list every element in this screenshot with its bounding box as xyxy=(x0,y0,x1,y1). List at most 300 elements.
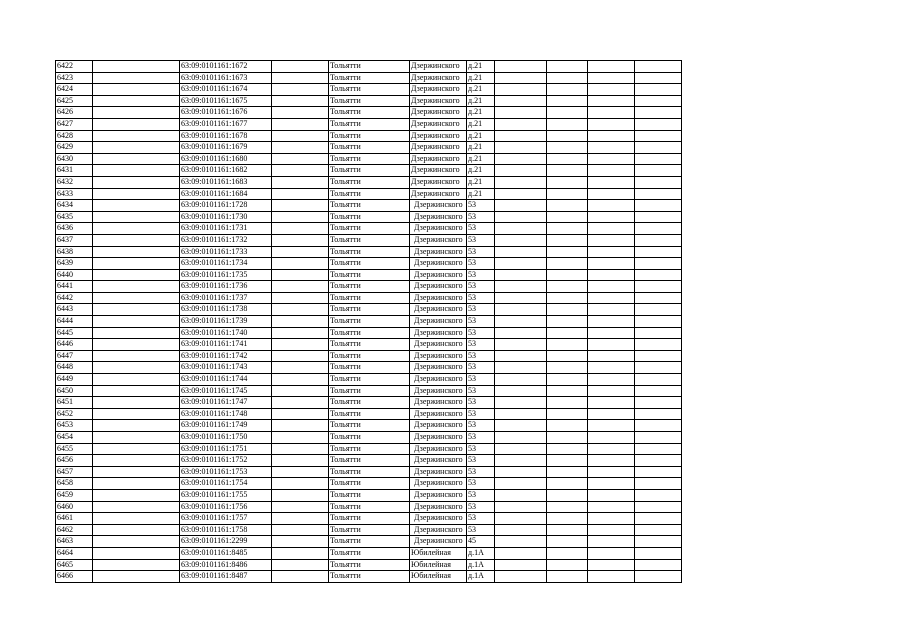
empty-cell xyxy=(635,142,682,154)
cad-cell: 63:09:0101161:1674 xyxy=(180,84,272,96)
empty-cell xyxy=(272,489,329,501)
house-cell: 53 xyxy=(467,327,495,339)
empty-cell xyxy=(588,327,635,339)
empty-cell xyxy=(635,327,682,339)
empty-cell xyxy=(272,118,329,130)
house-cell: 53 xyxy=(467,478,495,490)
empty-cell xyxy=(635,350,682,362)
empty-cell xyxy=(495,397,547,409)
empty-cell xyxy=(635,316,682,328)
empty-cell xyxy=(93,281,180,293)
house-cell: 53 xyxy=(467,489,495,501)
empty-cell xyxy=(635,165,682,177)
empty-cell xyxy=(495,513,547,525)
num-cell: 6437 xyxy=(56,234,93,246)
empty-cell xyxy=(635,246,682,258)
num-cell: 6433 xyxy=(56,188,93,200)
empty-cell xyxy=(272,246,329,258)
num-cell: 6443 xyxy=(56,304,93,316)
empty-cell xyxy=(588,107,635,119)
empty-cell xyxy=(93,536,180,548)
cad-cell: 63:09:0101161:8485 xyxy=(180,547,272,559)
empty-cell xyxy=(495,142,547,154)
empty-cell xyxy=(495,200,547,212)
empty-cell xyxy=(272,188,329,200)
empty-cell xyxy=(93,501,180,513)
empty-cell xyxy=(93,188,180,200)
house-cell: 53 xyxy=(467,385,495,397)
empty-cell xyxy=(495,374,547,386)
empty-cell xyxy=(588,571,635,583)
empty-cell xyxy=(93,339,180,351)
city-cell: Тольятти xyxy=(329,223,410,235)
empty-cell xyxy=(495,130,547,142)
empty-cell xyxy=(93,559,180,571)
empty-cell xyxy=(635,84,682,96)
empty-cell xyxy=(93,200,180,212)
num-cell: 6428 xyxy=(56,130,93,142)
num-cell: 6442 xyxy=(56,292,93,304)
city-cell: Тольятти xyxy=(329,292,410,304)
city-cell: Тольятти xyxy=(329,188,410,200)
empty-cell xyxy=(547,559,588,571)
empty-cell xyxy=(272,316,329,328)
empty-cell xyxy=(495,234,547,246)
empty-cell xyxy=(93,443,180,455)
empty-cell xyxy=(495,362,547,374)
num-cell: 6465 xyxy=(56,559,93,571)
empty-cell xyxy=(93,223,180,235)
num-cell: 6427 xyxy=(56,118,93,130)
empty-cell xyxy=(547,107,588,119)
street-cell: Дзержинского xyxy=(410,420,467,432)
empty-cell xyxy=(635,72,682,84)
empty-cell xyxy=(588,547,635,559)
city-cell: Тольятти xyxy=(329,258,410,270)
empty-cell xyxy=(272,292,329,304)
city-cell: Тольятти xyxy=(329,281,410,293)
city-cell: Тольятти xyxy=(329,153,410,165)
cad-cell: 63:09:0101161:1755 xyxy=(180,489,272,501)
empty-cell xyxy=(588,281,635,293)
house-cell: д.21 xyxy=(467,118,495,130)
empty-cell xyxy=(93,524,180,536)
empty-cell xyxy=(93,420,180,432)
empty-cell xyxy=(547,513,588,525)
empty-cell xyxy=(588,234,635,246)
cad-cell: 63:09:0101161:1753 xyxy=(180,466,272,478)
table-row xyxy=(56,258,682,270)
cad-cell: 63:09:0101161:1676 xyxy=(180,107,272,119)
house-cell: д.21 xyxy=(467,176,495,188)
house-cell: д.21 xyxy=(467,61,495,73)
empty-cell xyxy=(272,478,329,490)
empty-cell xyxy=(272,350,329,362)
table-row xyxy=(56,350,682,362)
street-cell: Дзержинского xyxy=(410,478,467,490)
empty-cell xyxy=(547,142,588,154)
empty-cell xyxy=(93,234,180,246)
empty-cell xyxy=(93,61,180,73)
table-row xyxy=(56,547,682,559)
empty-cell xyxy=(93,176,180,188)
empty-cell xyxy=(495,350,547,362)
empty-cell xyxy=(635,211,682,223)
cad-cell: 63:09:0101161:1747 xyxy=(180,397,272,409)
house-cell: д.21 xyxy=(467,84,495,96)
house-cell: 53 xyxy=(467,200,495,212)
empty-cell xyxy=(272,304,329,316)
empty-cell xyxy=(588,432,635,444)
num-cell: 6430 xyxy=(56,153,93,165)
empty-cell xyxy=(588,72,635,84)
cad-cell: 63:09:0101161:1740 xyxy=(180,327,272,339)
empty-cell xyxy=(588,142,635,154)
num-cell: 6466 xyxy=(56,571,93,583)
num-cell: 6439 xyxy=(56,258,93,270)
empty-cell xyxy=(547,188,588,200)
house-cell: 53 xyxy=(467,281,495,293)
empty-cell xyxy=(495,524,547,536)
street-cell: Дзержинского xyxy=(410,153,467,165)
empty-cell xyxy=(272,211,329,223)
empty-cell xyxy=(93,478,180,490)
table-row xyxy=(56,536,682,548)
empty-cell xyxy=(93,466,180,478)
city-cell: Тольятти xyxy=(329,374,410,386)
empty-cell xyxy=(495,223,547,235)
empty-cell xyxy=(588,304,635,316)
street-cell: Дзержинского xyxy=(410,374,467,386)
city-cell: Тольятти xyxy=(329,130,410,142)
empty-cell xyxy=(635,153,682,165)
cad-cell: 63:09:0101161:1735 xyxy=(180,269,272,281)
num-cell: 6424 xyxy=(56,84,93,96)
house-cell: 53 xyxy=(467,420,495,432)
empty-cell xyxy=(588,61,635,73)
empty-cell xyxy=(588,95,635,107)
house-cell: 53 xyxy=(467,316,495,328)
empty-cell xyxy=(635,443,682,455)
city-cell: Тольятти xyxy=(329,211,410,223)
cad-cell: 63:09:0101161:1684 xyxy=(180,188,272,200)
num-cell: 6438 xyxy=(56,246,93,258)
street-cell: Дзержинского xyxy=(410,234,467,246)
empty-cell xyxy=(272,153,329,165)
empty-cell xyxy=(93,118,180,130)
street-cell: Дзержинского xyxy=(410,339,467,351)
house-cell: д.21 xyxy=(467,142,495,154)
empty-cell xyxy=(93,72,180,84)
house-cell: 53 xyxy=(467,443,495,455)
cad-cell: 63:09:0101161:1745 xyxy=(180,385,272,397)
street-cell: Дзержинского xyxy=(410,142,467,154)
table-row xyxy=(56,397,682,409)
empty-cell xyxy=(93,211,180,223)
cad-cell: 63:09:0101161:1736 xyxy=(180,281,272,293)
table-row xyxy=(56,327,682,339)
empty-cell xyxy=(495,269,547,281)
empty-cell xyxy=(272,281,329,293)
empty-cell xyxy=(93,165,180,177)
num-cell: 6441 xyxy=(56,281,93,293)
street-cell: Дзержинского xyxy=(410,107,467,119)
table-row xyxy=(56,374,682,386)
house-cell: 45 xyxy=(467,536,495,548)
empty-cell xyxy=(547,478,588,490)
empty-cell xyxy=(547,571,588,583)
empty-cell xyxy=(272,234,329,246)
empty-cell xyxy=(93,153,180,165)
empty-cell xyxy=(547,95,588,107)
house-cell: д.21 xyxy=(467,153,495,165)
cad-cell: 63:09:0101161:1675 xyxy=(180,95,272,107)
empty-cell xyxy=(588,536,635,548)
empty-cell xyxy=(495,107,547,119)
empty-cell xyxy=(547,281,588,293)
street-cell: Дзержинского xyxy=(410,489,467,501)
empty-cell xyxy=(588,211,635,223)
house-cell: д.1А xyxy=(467,547,495,559)
num-cell: 6435 xyxy=(56,211,93,223)
empty-cell xyxy=(547,327,588,339)
empty-cell xyxy=(588,246,635,258)
street-cell: Дзержинского xyxy=(410,362,467,374)
street-cell: Дзержинского xyxy=(410,165,467,177)
empty-cell xyxy=(547,304,588,316)
table-row xyxy=(56,432,682,444)
empty-cell xyxy=(635,420,682,432)
empty-cell xyxy=(547,385,588,397)
city-cell: Тольятти xyxy=(329,420,410,432)
city-cell: Тольятти xyxy=(329,95,410,107)
empty-cell xyxy=(635,455,682,467)
empty-cell xyxy=(93,246,180,258)
house-cell: 53 xyxy=(467,211,495,223)
street-cell: Дзержинского xyxy=(410,408,467,420)
empty-cell xyxy=(635,269,682,281)
num-cell: 6455 xyxy=(56,443,93,455)
empty-cell xyxy=(588,443,635,455)
table-row xyxy=(56,188,682,200)
cad-cell: 63:09:0101161:1733 xyxy=(180,246,272,258)
cad-cell: 63:09:0101161:1738 xyxy=(180,304,272,316)
empty-cell xyxy=(495,478,547,490)
empty-cell xyxy=(635,524,682,536)
empty-cell xyxy=(635,489,682,501)
house-cell: 53 xyxy=(467,223,495,235)
street-cell: Дзержинского xyxy=(410,258,467,270)
table-row xyxy=(56,61,682,73)
table-row xyxy=(56,72,682,84)
empty-cell xyxy=(272,84,329,96)
street-cell: Дзержинского xyxy=(410,432,467,444)
city-cell: Тольятти xyxy=(329,176,410,188)
house-cell: 53 xyxy=(467,408,495,420)
empty-cell xyxy=(272,443,329,455)
table-row xyxy=(56,524,682,536)
cad-cell: 63:09:0101161:1682 xyxy=(180,165,272,177)
empty-cell xyxy=(495,408,547,420)
house-cell: 53 xyxy=(467,269,495,281)
num-cell: 6459 xyxy=(56,489,93,501)
street-cell: Дзержинского xyxy=(410,466,467,478)
house-cell: 53 xyxy=(467,292,495,304)
table-row xyxy=(56,489,682,501)
empty-cell xyxy=(547,165,588,177)
empty-cell xyxy=(547,72,588,84)
empty-cell xyxy=(588,339,635,351)
street-cell: Дзержинского xyxy=(410,292,467,304)
house-cell: 53 xyxy=(467,350,495,362)
city-cell: Тольятти xyxy=(329,327,410,339)
empty-cell xyxy=(547,258,588,270)
empty-cell xyxy=(272,339,329,351)
empty-cell xyxy=(272,95,329,107)
empty-cell xyxy=(635,559,682,571)
street-cell: Дзержинского xyxy=(410,304,467,316)
house-cell: 53 xyxy=(467,362,495,374)
empty-cell xyxy=(272,269,329,281)
empty-cell xyxy=(272,432,329,444)
house-cell: 53 xyxy=(467,234,495,246)
num-cell: 6461 xyxy=(56,513,93,525)
empty-cell xyxy=(93,397,180,409)
table-row xyxy=(56,385,682,397)
empty-cell xyxy=(547,466,588,478)
table-row xyxy=(56,153,682,165)
empty-cell xyxy=(547,84,588,96)
empty-cell xyxy=(547,176,588,188)
cad-cell: 63:09:0101161:1673 xyxy=(180,72,272,84)
num-cell: 6464 xyxy=(56,547,93,559)
empty-cell xyxy=(635,408,682,420)
empty-cell xyxy=(547,489,588,501)
empty-cell xyxy=(588,466,635,478)
empty-cell xyxy=(93,455,180,467)
house-cell: 53 xyxy=(467,258,495,270)
city-cell: Тольятти xyxy=(329,524,410,536)
empty-cell xyxy=(272,571,329,583)
cad-cell: 63:09:0101161:1750 xyxy=(180,432,272,444)
cad-cell: 63:09:0101161:8487 xyxy=(180,571,272,583)
table-row xyxy=(56,281,682,293)
empty-cell xyxy=(547,316,588,328)
street-cell: Дзержинского xyxy=(410,397,467,409)
empty-cell xyxy=(588,200,635,212)
empty-cell xyxy=(635,478,682,490)
cad-cell: 63:09:0101161:1680 xyxy=(180,153,272,165)
street-cell: Дзержинского xyxy=(410,176,467,188)
num-cell: 6440 xyxy=(56,269,93,281)
cad-cell: 63:09:0101161:1741 xyxy=(180,339,272,351)
street-cell: Дзержинского xyxy=(410,95,467,107)
num-cell: 6431 xyxy=(56,165,93,177)
cad-cell: 63:09:0101161:1734 xyxy=(180,258,272,270)
table-row xyxy=(56,223,682,235)
empty-cell xyxy=(93,547,180,559)
empty-cell xyxy=(547,420,588,432)
house-cell: д.1А xyxy=(467,559,495,571)
empty-cell xyxy=(588,385,635,397)
city-cell: Тольятти xyxy=(329,84,410,96)
street-cell: Дзержинского xyxy=(410,455,467,467)
empty-cell xyxy=(547,536,588,548)
city-cell: Тольятти xyxy=(329,118,410,130)
empty-cell xyxy=(635,176,682,188)
empty-cell xyxy=(588,188,635,200)
empty-cell xyxy=(272,362,329,374)
empty-cell xyxy=(495,118,547,130)
empty-cell xyxy=(635,513,682,525)
empty-cell xyxy=(495,84,547,96)
city-cell: Тольятти xyxy=(329,571,410,583)
cad-cell: 63:09:0101161:2299 xyxy=(180,536,272,548)
cad-cell: 63:09:0101161:1730 xyxy=(180,211,272,223)
empty-cell xyxy=(272,107,329,119)
cad-cell: 63:09:0101161:1742 xyxy=(180,350,272,362)
cad-cell: 63:09:0101161:1679 xyxy=(180,142,272,154)
register-table xyxy=(55,60,682,583)
empty-cell xyxy=(635,397,682,409)
cad-cell: 63:09:0101161:1751 xyxy=(180,443,272,455)
empty-cell xyxy=(547,501,588,513)
empty-cell xyxy=(588,258,635,270)
num-cell: 6460 xyxy=(56,501,93,513)
empty-cell xyxy=(588,223,635,235)
num-cell: 6454 xyxy=(56,432,93,444)
table-row xyxy=(56,107,682,119)
empty-cell xyxy=(93,489,180,501)
empty-cell xyxy=(495,165,547,177)
table-row xyxy=(56,362,682,374)
table-row xyxy=(56,165,682,177)
table-row xyxy=(56,478,682,490)
house-cell: 53 xyxy=(467,524,495,536)
empty-cell xyxy=(93,385,180,397)
table-row xyxy=(56,304,682,316)
empty-cell xyxy=(635,292,682,304)
empty-cell xyxy=(635,61,682,73)
empty-cell xyxy=(635,432,682,444)
table-row xyxy=(56,130,682,142)
empty-cell xyxy=(547,362,588,374)
city-cell: Тольятти xyxy=(329,443,410,455)
cad-cell: 63:09:0101161:1748 xyxy=(180,408,272,420)
empty-cell xyxy=(588,455,635,467)
cad-cell: 63:09:0101161:1752 xyxy=(180,455,272,467)
house-cell: 53 xyxy=(467,339,495,351)
num-cell: 6429 xyxy=(56,142,93,154)
table-row xyxy=(56,84,682,96)
empty-cell xyxy=(272,200,329,212)
empty-cell xyxy=(495,501,547,513)
empty-cell xyxy=(635,339,682,351)
street-cell: Дзержинского xyxy=(410,281,467,293)
cad-cell: 63:09:0101161:1757 xyxy=(180,513,272,525)
street-cell: Дзержинского xyxy=(410,118,467,130)
empty-cell xyxy=(495,153,547,165)
street-cell: Дзержинского xyxy=(410,316,467,328)
house-cell: д.21 xyxy=(467,188,495,200)
empty-cell xyxy=(588,130,635,142)
empty-cell xyxy=(635,107,682,119)
empty-cell xyxy=(495,246,547,258)
empty-cell xyxy=(635,362,682,374)
num-cell: 6453 xyxy=(56,420,93,432)
house-cell: д.21 xyxy=(467,165,495,177)
empty-cell xyxy=(547,153,588,165)
